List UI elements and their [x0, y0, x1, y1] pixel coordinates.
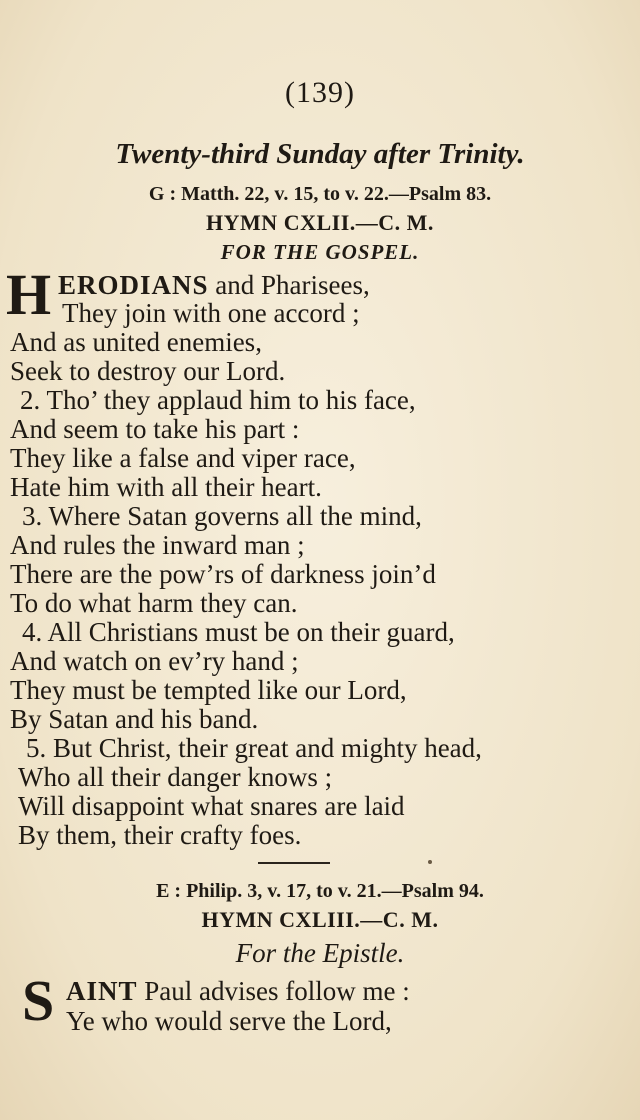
hymn2-first-line-rest: Paul advises follow me :: [137, 976, 410, 1006]
verse-line: By Satan and his band.: [10, 704, 259, 734]
hymn2-first-word: AINT: [66, 976, 138, 1006]
verse-line: There are the pow’rs of darkness join’d: [10, 559, 436, 589]
verse-line: By them, their crafty foes.: [18, 820, 302, 850]
verse-line: 5. But Christ, their great and mighty head,: [26, 733, 482, 763]
hymn2-title: HYMN CXLIII.—C. M.: [201, 907, 439, 932]
verse-line: Who all their danger knows ;: [18, 762, 333, 792]
hymn2-first-line: [66, 976, 410, 1007]
verse-line: And as united enemies,: [10, 327, 262, 357]
verse-line: And rules the inward man ;: [10, 530, 305, 560]
occasion-heading: Twenty-third Sunday after Trinity.: [115, 138, 525, 170]
verse-line: 3. Where Satan governs all the mind,: [22, 501, 422, 531]
hymn1-first-line: [58, 270, 370, 301]
verse-line: 2. Tho’ they applaud him to his face,: [20, 385, 416, 415]
verse-line: Seek to destroy our Lord.: [10, 356, 286, 386]
verse-line: Will disappoint what snares are laid: [18, 791, 405, 821]
verse-line: And watch on ev’ry hand ;: [10, 646, 299, 676]
verse-line: Ye who would serve the Lord,: [66, 1006, 392, 1036]
print-speck: [428, 860, 432, 864]
hymn1-dropcap: H: [6, 262, 52, 327]
verse-line: To do what harm they can.: [10, 588, 298, 618]
verse-line: And seem to take his part :: [10, 414, 300, 444]
hymn1-subtitle: FOR THE GOSPEL.: [220, 240, 420, 264]
verse-line: 4. All Christians must be on their guard,: [22, 617, 455, 647]
hymn1-first-line-rest: and Pharisees,: [208, 270, 370, 300]
hymn1-first-word: ERODIANS: [58, 270, 209, 300]
verse-line: Hate him with all their heart.: [10, 472, 322, 502]
gospel-lessons: G : Matth. 22, v. 15, to v. 22.—Psalm 83.: [148, 183, 492, 205]
hymn2-subtitle: For the Epistle.: [235, 938, 405, 968]
verse-line: They join with one accord ;: [62, 298, 360, 328]
hymn2-dropcap: S: [22, 968, 55, 1033]
verse-line: They must be tempted like our Lord,: [10, 675, 407, 705]
page-number: (139): [285, 76, 355, 109]
epistle-lessons: E : Philip. 3, v. 17, to v. 21.—Psalm 94.: [156, 880, 484, 902]
hymn1-title: HYMN CXLII.—C. M.: [206, 210, 434, 235]
verse-line: They like a false and viper race,: [10, 443, 356, 473]
section-divider: [258, 862, 330, 864]
